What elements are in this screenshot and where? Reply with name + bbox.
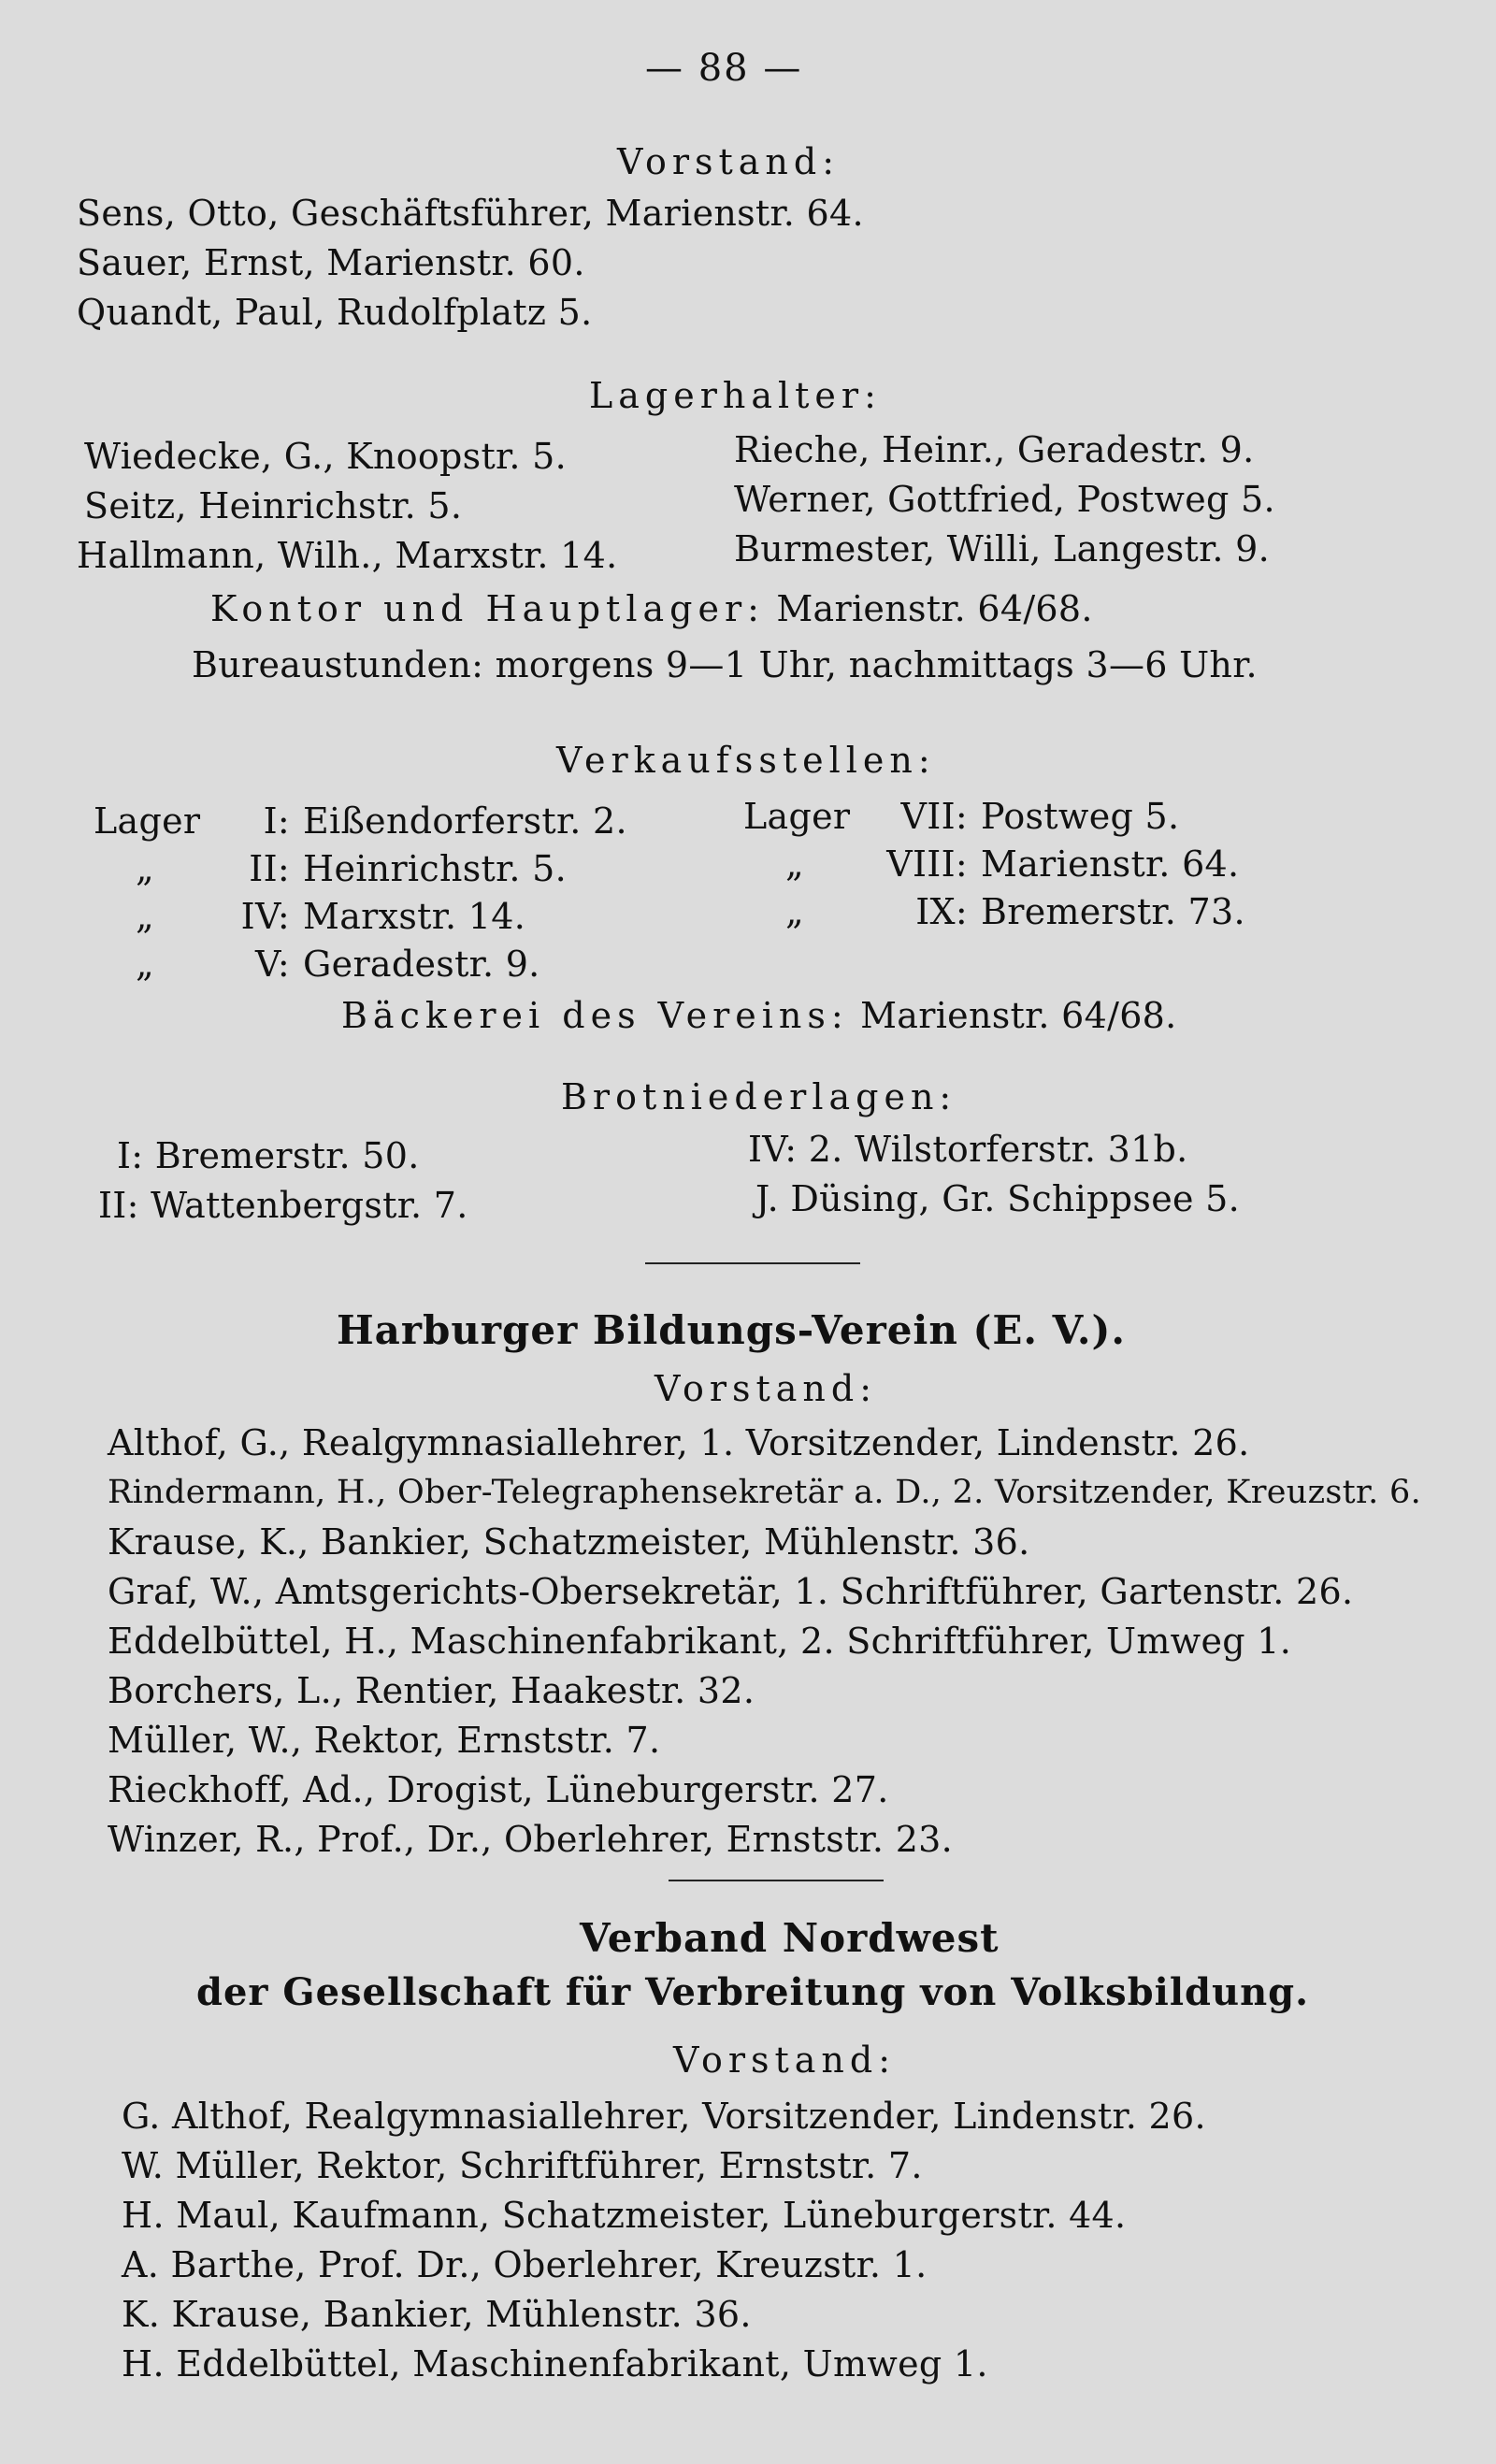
board-heading: Vorstand:	[617, 141, 841, 182]
board-member: Rindermann, H., Ober-Telegraphensekretär a. D., 2. Vorsitzender, Kreuzstr. 6.	[108, 1474, 1422, 1511]
sales-prefix: „	[136, 848, 154, 889]
sales-point	[94, 943, 598, 986]
board-member: H. Maul, Kaufmann, Schatzmeister, Lüneburgerstr. 44.	[122, 2195, 1127, 2236]
sales-number: IV:	[240, 896, 290, 937]
board-member: Quandt, Paul, Rudolfplatz 5.	[77, 292, 593, 333]
sales-number: IX:	[915, 891, 968, 932]
sales-address: Postweg 5.	[981, 796, 1180, 837]
board-member: Krause, K., Bankier, Schatzmeister, Mühlenstr. 36.	[108, 1521, 1030, 1563]
keeper: Burmester, Willi, Langestr. 9.	[734, 528, 1271, 569]
sales-address: Eißendorferstr. 2.	[303, 800, 627, 842]
sales-point	[94, 847, 598, 890]
sales-prefix: „	[136, 896, 154, 937]
sales-prefix: „	[785, 891, 804, 932]
office-label: Kontor und Hauptlager:	[210, 588, 765, 629]
bread-heading: Brotniederlagen:	[561, 1076, 957, 1117]
keeper: Rieche, Heinr., Geradestr. 9.	[734, 429, 1255, 470]
sales-point	[743, 890, 1304, 933]
sales-prefix: Lager	[94, 800, 201, 842]
keeper: Seitz, Heinrichstr. 5.	[84, 485, 463, 526]
board-member: Eddelbüttel, H., Maschinenfabrikant, 2. Schriftführer, Umweg 1.	[108, 1621, 1292, 1662]
sales-point	[743, 795, 1304, 838]
sales-address: Heinrichstr. 5.	[303, 848, 568, 889]
section-divider	[669, 1880, 884, 1881]
board-member: G. Althof, Realgymnasiallehrer, Vorsitzender, Lindenstr. 26.	[122, 2096, 1206, 2137]
keeper: Hallmann, Wilh., Marxstr. 14.	[77, 535, 618, 576]
bread-outlet: IV: 2. Wilstorferstr. 31b.	[748, 1129, 1188, 1170]
bakery-address: Marienstr. 64/68.	[860, 995, 1177, 1036]
sales-number: II:	[249, 848, 290, 889]
board-member: Sens, Otto, Geschäftsführer, Marienstr. 64.	[77, 193, 864, 234]
bread-outlet: J. Düsing, Gr. Schippsee 5.	[755, 1178, 1241, 1219]
page-number: — 88 —	[645, 47, 803, 90]
sales-address: Geradestr. 9.	[303, 944, 540, 985]
keeper: Werner, Gottfried, Postweg 5.	[734, 479, 1275, 520]
sales-prefix: „	[136, 944, 154, 985]
board-member: H. Eddelbüttel, Maschinenfabrikant, Umweg 1.	[122, 2343, 988, 2385]
sales-address: Marxstr. 14.	[303, 896, 526, 937]
board-member: Althof, G., Realgymnasiallehrer, 1. Vorsitzender, Lindenstr. 26.	[108, 1422, 1250, 1463]
sales-number: VIII:	[886, 843, 968, 885]
keeper: Wiedecke, G., Knoopstr. 5.	[84, 436, 567, 477]
board-member: Winzer, R., Prof., Dr., Oberlehrer, Ernststr. 23.	[108, 1819, 954, 1860]
office-line	[210, 587, 1093, 630]
board-member: Graf, W., Amtsgerichts-Obersekretär, 1. Schriftführer, Gartenstr. 26.	[108, 1571, 1354, 1612]
section-title: Verband Nordwest	[580, 1915, 1000, 1961]
sales-point	[94, 895, 598, 938]
section-subtitle: der Gesellschaft für Verbreitung von Volksbildung.	[196, 1970, 1310, 2014]
board-member: K. Krause, Bankier, Mühlenstr. 36.	[122, 2294, 752, 2335]
sales-address: Bremerstr. 73.	[981, 891, 1245, 932]
board-member: A. Barthe, Prof. Dr., Oberlehrer, Kreuzstr. 1.	[122, 2244, 928, 2285]
board-member: Rieckhoff, Ad., Drogist, Lüneburgerstr. 27.	[108, 1769, 889, 1810]
board-member: Sauer, Ernst, Marienstr. 60.	[77, 242, 585, 283]
board-heading: Vorstand:	[654, 1368, 878, 1409]
sales-number: VII:	[900, 796, 968, 837]
board-member: W. Müller, Rektor, Schriftführer, Ernststr. 7.	[122, 2145, 923, 2186]
sales-number: V:	[254, 944, 290, 985]
sales-prefix: „	[785, 843, 804, 885]
bread-outlet: I: Bremerstr. 50.	[117, 1135, 420, 1176]
sales-point	[94, 800, 627, 843]
office-address: Marienstr. 64/68.	[776, 588, 1093, 629]
sales-point	[743, 843, 1304, 886]
sales-prefix: Lager	[743, 796, 851, 837]
board-member: Müller, W., Rektor, Ernststr. 7.	[108, 1720, 661, 1761]
sales-heading: Verkaufsstellen:	[556, 740, 936, 781]
office-hours: Bureaustunden: morgens 9—1 Uhr, nachmittags 3—6 Uhr.	[192, 644, 1258, 685]
bakery-label: Bäckerei des Vereins:	[341, 995, 849, 1036]
section-title: Harburger Bildungs-Verein (E. V.).	[337, 1307, 1127, 1353]
bakery-line	[341, 994, 1177, 1037]
board-heading: Vorstand:	[673, 2039, 897, 2081]
keepers-heading: Lagerhalter:	[589, 375, 882, 416]
sales-number: I:	[263, 800, 290, 842]
bread-outlet: II: Wattenbergstr. 7.	[98, 1185, 468, 1226]
section-divider	[645, 1262, 860, 1264]
board-member: Borchers, L., Rentier, Haakestr. 32.	[108, 1670, 755, 1711]
sales-address: Marienstr. 64.	[981, 843, 1240, 885]
